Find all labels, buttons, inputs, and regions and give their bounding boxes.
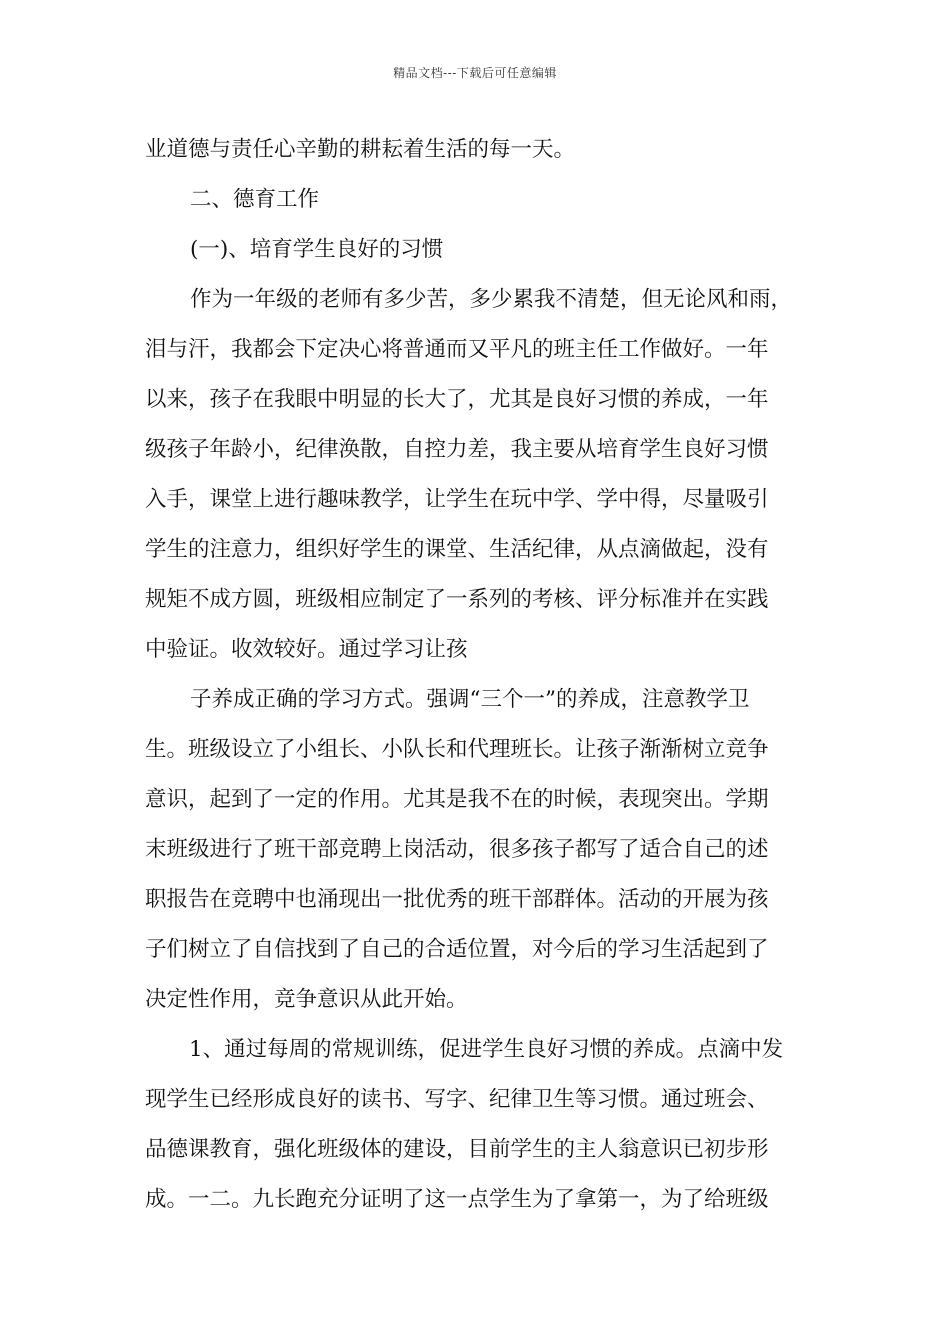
section-heading: 二、德育工作 [190,187,320,212]
text-line: 学生的注意力，组织好学生的课堂、生活纪律，从点滴做起，没有 [145,537,769,562]
subsection-heading: (一)、培育学生良好的习惯 [190,237,444,262]
text-line: 决定性作用，竞争意识从此开始。 [145,987,468,1012]
document-body [145,125,810,1225]
text-line: 子们树立了自信找到了自己的合适位置，对今后的学习生活起到了 [145,937,769,962]
text-line: 子养成正确的学习方式。强调“三个一”的养成，注意教学卫 [190,687,750,712]
text-line: 末班级进行了班干部竞聘上岗活动，很多孩子都写了适合自己的述 [145,837,769,862]
text-line: 级孩子年龄小，纪律涣散，自控力差，我主要从培育学生良好习惯 [145,437,769,462]
text-line: 职报告在竞聘中也涌现出一批优秀的班干部群体。活动的开展为孩 [145,887,769,912]
page-header: 精品文档---下载后可任意编辑 [393,66,557,80]
text-line: 成。一二。九长跑充分证明了这一点学生为了拿第一，为了给班级 [145,1187,769,1212]
text-line: 现学生已经形成良好的读书、写字、纪律卫生等习惯。通过班会、 [145,1087,769,1112]
text-line: 入手，课堂上进行趣味教学，让学生在玩中学、学中得，尽量吸引 [145,487,769,512]
text-line: 中验证。收效较好。通过学习让孩 [145,637,468,662]
text-line: 1、通过每周的常规训练，促进学生良好习惯的养成。点滴中发 [189,1037,784,1062]
text-line: 意识，起到了一定的作用。尤其是我不在的时候，表现突出。学期 [145,787,769,812]
text-line: 生。班级设立了小组长、小队长和代理班长。让孩子渐渐树立竞争 [145,737,769,762]
text-line: 作为一年级的老师有多少苦，多少累我不清楚，但无论风和雨， [190,287,793,312]
text-line: 规矩不成方圆，班级相应制定了一系列的考核、评分标准并在实践 [145,587,769,612]
text-line: 以来，孩子在我眼中明显的长大了，尤其是良好习惯的养成，一年 [145,387,769,412]
text-line: 品德课教育，强化班级体的建设，目前学生的主人翁意识已初步形 [145,1137,769,1162]
text-line: 业道德与责任心辛勤的耕耘着生活的每一天。 [145,137,576,162]
text-line: 泪与汗，我都会下定决心将普通而又平凡的班主任工作做好。一年 [145,337,769,362]
